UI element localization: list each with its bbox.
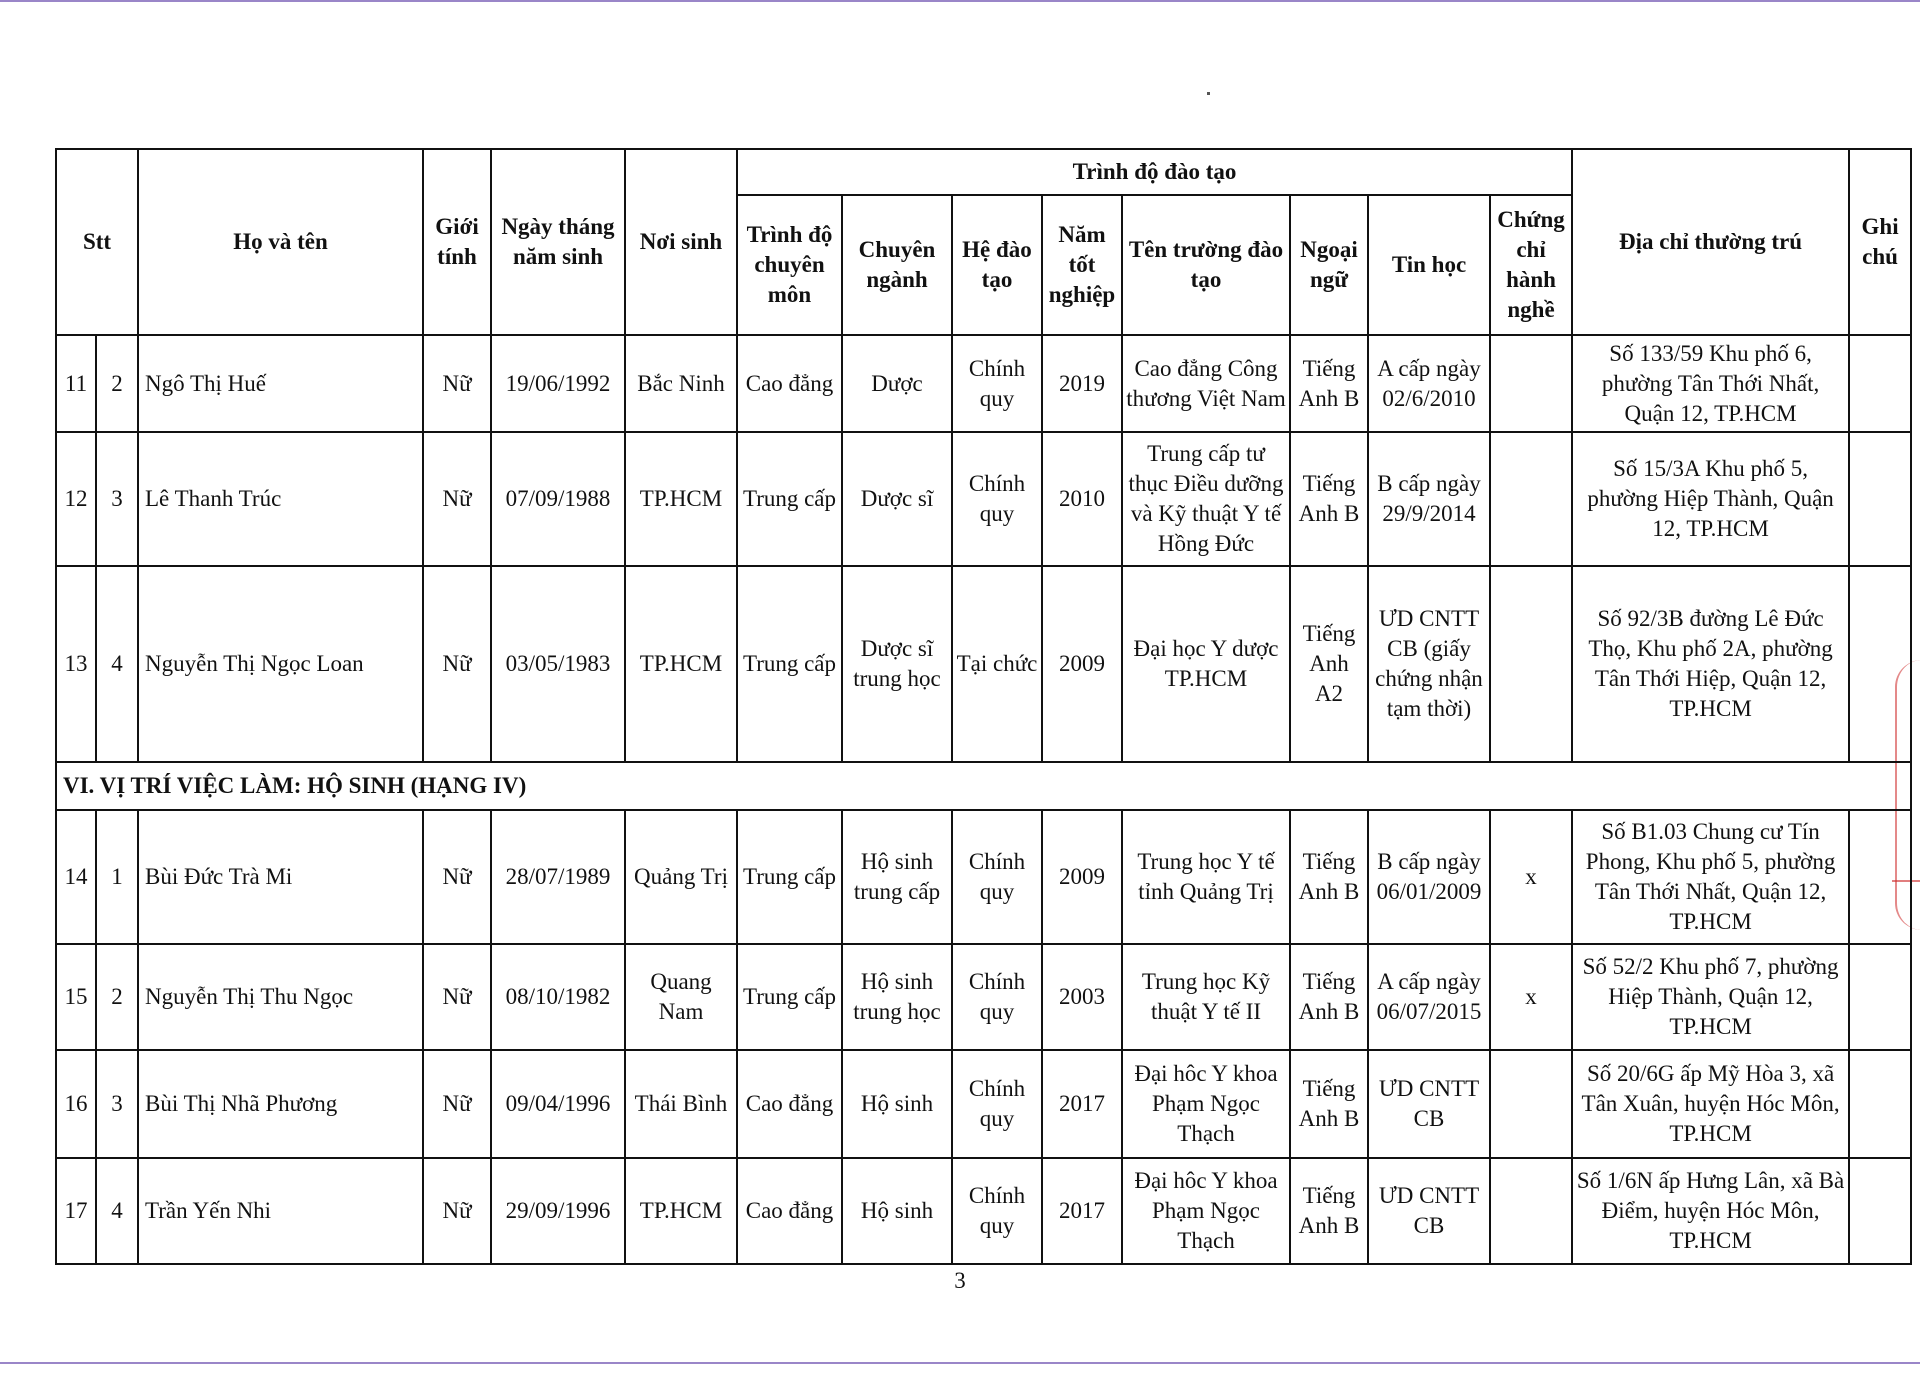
cell-major: Hộ sinh (842, 1050, 952, 1158)
table-row (56, 1050, 1911, 1158)
cell-stt: 13 (56, 566, 96, 762)
cell-note (1849, 944, 1911, 1050)
cell-level: Trung cấp (737, 432, 842, 566)
cell-dob: 29/09/1996 (491, 1158, 625, 1264)
cell-license (1490, 335, 1572, 432)
cell-sub: 1 (96, 810, 138, 944)
cell-mode: Tại chức (952, 566, 1042, 762)
cell-name: Nguyễn Thị Ngọc Loan (138, 566, 423, 762)
cell-language: Tiếng Anh A2 (1290, 566, 1368, 762)
cell-note (1849, 810, 1911, 944)
cell-dob: 09/04/1996 (491, 1050, 625, 1158)
cell-note (1849, 566, 1911, 762)
table-row (56, 432, 1911, 566)
roster-body (56, 335, 1911, 1264)
table-row (56, 335, 1911, 432)
table-row (56, 1158, 1911, 1264)
cell-school: Trung cấp tư thục Điều dưỡng và Kỹ thuật Y tế Hồng Đức (1122, 432, 1290, 566)
cell-it: A cấp ngày 06/07/2015 (1368, 944, 1490, 1050)
cell-level: Cao đẳng (737, 1050, 842, 1158)
header-row-top (56, 149, 1911, 195)
header-training-group: Trình độ đào tạo (737, 149, 1572, 195)
cell-gender: Nữ (423, 335, 491, 432)
cell-gender: Nữ (423, 566, 491, 762)
cell-dob: 03/05/1983 (491, 566, 625, 762)
cell-gender: Nữ (423, 1158, 491, 1264)
cell-license (1490, 432, 1572, 566)
cell-mode: Chính quy (952, 1158, 1042, 1264)
header-note: Ghi chú (1849, 149, 1911, 335)
cell-it: B cấp ngày 29/9/2014 (1368, 432, 1490, 566)
cell-note (1849, 1050, 1911, 1158)
cell-stt: 16 (56, 1050, 96, 1158)
cell-major: Dược (842, 335, 952, 432)
table-row (56, 810, 1911, 944)
cell-dob: 07/09/1988 (491, 432, 625, 566)
scan-speck (1207, 92, 1210, 95)
header-mode: Hệ đào tạo (952, 195, 1042, 335)
header-name: Họ và tên (138, 149, 423, 335)
cell-gender: Nữ (423, 432, 491, 566)
cell-address: Số 20/6G ấp Mỹ Hòa 3, xã Tân Xuân, huyện Hóc Môn, TP.HCM (1572, 1050, 1849, 1158)
page-bottom-edge (0, 1362, 1920, 1364)
cell-dob: 08/10/1982 (491, 944, 625, 1050)
cell-major: Hộ sinh trung học (842, 944, 952, 1050)
cell-stt: 14 (56, 810, 96, 944)
cell-gender: Nữ (423, 810, 491, 944)
header-birthplace: Nơi sinh (625, 149, 737, 335)
cell-major: Dược sĩ (842, 432, 952, 566)
header-stt: Stt (56, 149, 138, 335)
cell-name: Bùi Đức Trà Mi (138, 810, 423, 944)
section-row (56, 762, 1911, 810)
cell-it: ƯD CNTT CB (1368, 1050, 1490, 1158)
cell-language: Tiếng Anh B (1290, 810, 1368, 944)
cell-grad-year: 2019 (1042, 335, 1122, 432)
page-number: 3 (954, 1268, 966, 1293)
cell-note (1849, 335, 1911, 432)
cell-mode: Chính quy (952, 810, 1042, 944)
cell-school: Trung học Y tế tỉnh Quảng Trị (1122, 810, 1290, 944)
cell-birthplace: Quảng Trị (625, 810, 737, 944)
cell-name: Ngô Thị Huế (138, 335, 423, 432)
cell-note (1849, 432, 1911, 566)
cell-birthplace: TP.HCM (625, 1158, 737, 1264)
cell-language: Tiếng Anh B (1290, 335, 1368, 432)
cell-birthplace: Quang Nam (625, 944, 737, 1050)
table-row (56, 566, 1911, 762)
cell-birthplace: Thái Bình (625, 1050, 737, 1158)
cell-major: Hộ sinh (842, 1158, 952, 1264)
cell-stt: 17 (56, 1158, 96, 1264)
cell-school: Cao đẳng Công thương Việt Nam (1122, 335, 1290, 432)
section-title: VI. VỊ TRÍ VIỆC LÀM: HỘ SINH (HẠNG IV) (56, 762, 1911, 810)
cell-grad-year: 2017 (1042, 1050, 1122, 1158)
cell-birthplace: Bắc Ninh (625, 335, 737, 432)
header-dob: Ngày tháng năm sinh (491, 149, 625, 335)
header-gender: Giới tính (423, 149, 491, 335)
cell-address: Số 92/3B đường Lê Đức Thọ, Khu phố 2A, phường Tân Thới Hiệp, Quận 12, TP.HCM (1572, 566, 1849, 762)
cell-stt: 12 (56, 432, 96, 566)
header-address: Địa chỉ thường trú (1572, 149, 1849, 335)
cell-sub: 3 (96, 432, 138, 566)
cell-dob: 28/07/1989 (491, 810, 625, 944)
cell-mode: Chính quy (952, 1050, 1042, 1158)
cell-name: Trần Yến Nhi (138, 1158, 423, 1264)
cell-it: B cấp ngày 06/01/2009 (1368, 810, 1490, 944)
cell-level: Trung cấp (737, 566, 842, 762)
cell-license (1490, 566, 1572, 762)
cell-grad-year: 2017 (1042, 1158, 1122, 1264)
cell-level: Cao đẳng (737, 1158, 842, 1264)
cell-it: A cấp ngày 02/6/2010 (1368, 335, 1490, 432)
cell-language: Tiếng Anh B (1290, 1050, 1368, 1158)
cell-dob: 19/06/1992 (491, 335, 625, 432)
cell-license: x (1490, 944, 1572, 1050)
cell-gender: Nữ (423, 1050, 491, 1158)
cell-address: Số 52/2 Khu phố 7, phường Hiệp Thành, Quận 12, TP.HCM (1572, 944, 1849, 1050)
cell-it: ƯD CNTT CB (1368, 1158, 1490, 1264)
header-language: Ngoại ngữ (1290, 195, 1368, 335)
cell-language: Tiếng Anh B (1290, 1158, 1368, 1264)
header-level: Trình độ chuyên môn (737, 195, 842, 335)
cell-license (1490, 1158, 1572, 1264)
header-school: Tên trường đào tạo (1122, 195, 1290, 335)
cell-level: Trung cấp (737, 944, 842, 1050)
cell-sub: 3 (96, 1050, 138, 1158)
cell-school: Đại hôc Y khoa Phạm Ngọc Thạch (1122, 1158, 1290, 1264)
cell-level: Trung cấp (737, 810, 842, 944)
cell-stt: 15 (56, 944, 96, 1050)
cell-address: Số B1.03 Chung cư Tín Phong, Khu phố 5, phường Tân Thới Nhất, Quận 12, TP.HCM (1572, 810, 1849, 944)
cell-address: Số 133/59 Khu phố 6, phường Tân Thới Nhất, Quận 12, TP.HCM (1572, 335, 1849, 432)
cell-it: ƯD CNTT CB (giấy chứng nhận tạm thời) (1368, 566, 1490, 762)
cell-sub: 2 (96, 944, 138, 1050)
cell-language: Tiếng Anh B (1290, 944, 1368, 1050)
page-top-edge (0, 0, 1920, 2)
cell-major: Hộ sinh trung cấp (842, 810, 952, 944)
cell-name: Bùi Thị Nhã Phương (138, 1050, 423, 1158)
header-it: Tin học (1368, 195, 1490, 335)
cell-grad-year: 2010 (1042, 432, 1122, 566)
cell-sub: 2 (96, 335, 138, 432)
cell-birthplace: TP.HCM (625, 566, 737, 762)
cell-grad-year: 2003 (1042, 944, 1122, 1050)
header-major: Chuyên ngành (842, 195, 952, 335)
staff-roster-table (55, 148, 1912, 1265)
cell-school: Trung học Kỹ thuật Y tế II (1122, 944, 1290, 1050)
cell-level: Cao đẳng (737, 335, 842, 432)
cell-major: Dược sĩ trung học (842, 566, 952, 762)
cell-grad-year: 2009 (1042, 566, 1122, 762)
cell-language: Tiếng Anh B (1290, 432, 1368, 566)
table-row (56, 944, 1911, 1050)
cell-address: Số 15/3A Khu phố 5, phường Hiệp Thành, Quận 12, TP.HCM (1572, 432, 1849, 566)
cell-school: Đại học Y dược TP.HCM (1122, 566, 1290, 762)
cell-grad-year: 2009 (1042, 810, 1122, 944)
cell-mode: Chính quy (952, 335, 1042, 432)
header-license: Chứng chỉ hành nghề (1490, 195, 1572, 335)
cell-school: Đại hôc Y khoa Phạm Ngọc Thạch (1122, 1050, 1290, 1158)
cell-sub: 4 (96, 1158, 138, 1264)
cell-license: x (1490, 810, 1572, 944)
cell-note (1849, 1158, 1911, 1264)
cell-mode: Chính quy (952, 432, 1042, 566)
cell-name: Nguyễn Thị Thu Ngọc (138, 944, 423, 1050)
cell-address: Số 1/6N ấp Hưng Lân, xã Bà Điểm, huyện Hóc Môn, TP.HCM (1572, 1158, 1849, 1264)
cell-name: Lê Thanh Trúc (138, 432, 423, 566)
cell-stt: 11 (56, 335, 96, 432)
cell-gender: Nữ (423, 944, 491, 1050)
cell-mode: Chính quy (952, 944, 1042, 1050)
cell-sub: 4 (96, 566, 138, 762)
cell-birthplace: TP.HCM (625, 432, 737, 566)
header-grad-year: Năm tốt nghiệp (1042, 195, 1122, 335)
cell-license (1490, 1050, 1572, 1158)
